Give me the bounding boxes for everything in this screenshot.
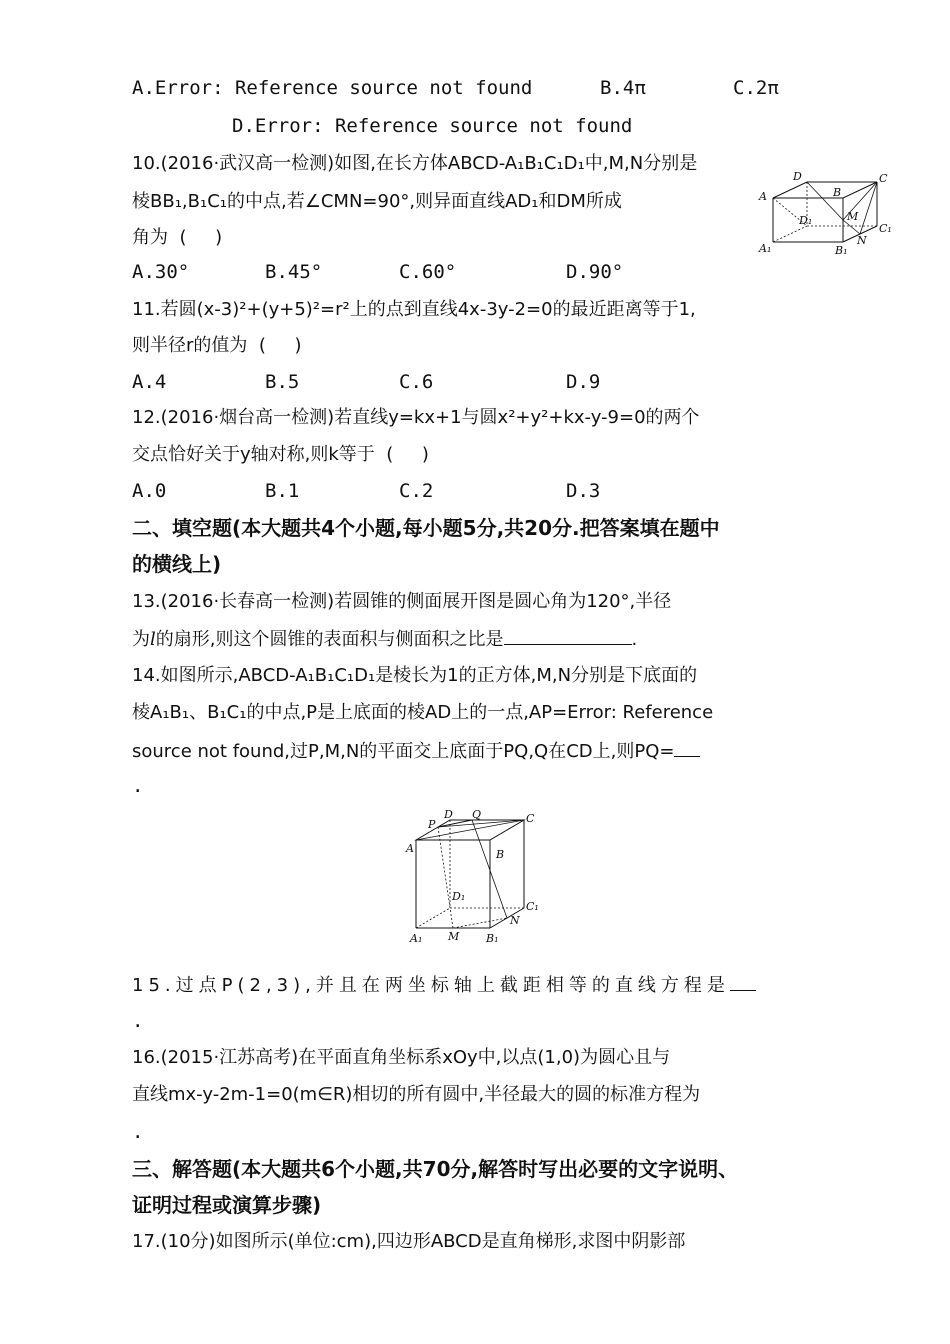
q13-var-l: l [150,629,156,650]
q14-cube-figure [400,808,550,948]
q11-line2: 则半径r的值为 ( ) [132,335,302,356]
q14-label-c: C [526,812,535,825]
q14-line3-text: source not found,过P,M,N的平面交上底面于PQ,Q在CD上,则PQ= [132,741,675,762]
q13-end: . [631,629,638,650]
section2-heading-line2: 的横线上) [132,552,222,576]
q12-option-a: A.0 [132,480,167,502]
q11-option-d: D.9 [566,371,601,393]
q10-cuboid-figure [755,170,895,260]
q14-label-b1: B₁ [486,932,499,945]
q14-label-d: D [444,808,453,821]
q14-line4: . [132,775,144,797]
q16-line3: . [132,1121,144,1143]
q13-line1: 13.(2016·长春高一检测)若圆锥的侧面展开图是圆心角为120°,半径 [132,591,672,612]
q16-line1: 16.(2015·江苏高考)在平面直角坐标系xOy中,以点(1,0)为圆心且与 [132,1047,671,1068]
q14-line3 [132,738,700,764]
q14-label-a: A [406,842,414,855]
section2-heading-line1: 二、填空题(本大题共4个小题,每小题5分,共20分.把答案填在题中 [132,516,720,540]
q9-option-b: B.4π [600,77,646,99]
q12-option-c: C.2 [399,480,434,502]
q11-line1: 11.若圆(x-3)²+(y+5)²=r²上的点到直线4x-3y-2=0的最近距离等于1, [132,299,696,320]
q10-label-c: C [879,172,888,185]
q14-answer-blank[interactable] [674,738,700,757]
q16-line2: 直线mx-y-2m-1=0(m∈R)相切的所有圆中,半径最大的圆的标准方程为 [132,1084,701,1105]
q9-option-d: D.Error: Reference source not found [232,115,633,137]
q10-option-c: C.60° [399,261,457,283]
q9-option-a: A.Error: Reference source not found [132,77,533,99]
section3-heading-line1: 三、解答题(本大题共6个小题,共70分,解答时写出必要的文字说明、 [132,1157,739,1181]
q13-line2 [132,626,637,652]
q10-label-n: N [857,234,867,247]
q10-line1: 10.(2016·武汉高一检测)如图,在长方体ABCD-A₁B₁C₁D₁中,M,N分别是 [132,153,698,174]
q10-label-a1: A₁ [759,242,772,255]
q15-answer-blank[interactable] [730,972,756,991]
q14-label-p: P [428,818,436,831]
q14-label-c1: C₁ [526,900,539,913]
q14-line1: 14.如图所示,ABCD-A₁B₁C₁D₁是棱长为1的正方体,M,N分别是下底面的 [132,665,698,686]
q14-label-n: N [510,914,520,927]
q10-option-d: D.90° [566,261,624,283]
q11-option-b: B.5 [265,371,300,393]
q10-option-b: B.45° [265,261,323,283]
q10-line3: 角为 ( ) [132,227,223,248]
q10-line2: 棱BB₁,B₁C₁的中点,若∠CMN=90°,则异面直线AD₁和DM所成 [132,191,622,212]
q14-label-m: M [448,930,460,943]
q14-label-d1: D₁ [452,890,466,903]
q15-line1 [132,972,756,998]
q10-label-d1: D₁ [799,214,813,227]
section3-heading-line2: 证明过程或演算步骤) [132,1193,322,1217]
q10-label-c1: C₁ [879,222,892,235]
q9-option-c: C.2π [733,77,779,99]
q10-label-d: D [793,170,802,183]
q14-line2: 棱A₁B₁、B₁C₁的中点,P是上底面的棱AD上的一点,AP=Error: Reference [132,702,714,723]
q11-option-c: C.6 [399,371,434,393]
q13-text-a: 为 [132,629,150,650]
q13-answer-blank[interactable] [504,626,632,645]
q13-text-b: 的扇形,则这个圆锥的表面积与侧面积之比是 [155,629,504,650]
q15-line2: . [132,1010,144,1032]
q12-line2: 交点恰好关于y轴对称,则k等于 ( ) [132,444,429,465]
q10-option-a: A.30° [132,261,190,283]
q12-option-b: B.1 [265,480,300,502]
q14-label-q: Q [472,808,482,821]
q12-option-d: D.3 [566,480,601,502]
q17-line1: 17.(10分)如图所示(单位:cm),四边形ABCD是直角梯形,求图中阴影部 [132,1231,686,1252]
q10-label-a: A [759,190,767,203]
q12-line1: 12.(2016·烟台高一检测)若直线y=kx+1与圆x²+y²+kx-y-9=0的两个 [132,407,700,428]
q11-option-a: A.4 [132,371,167,393]
q15-line1-text: 15.过点P(2,3),并且在两坐标轴上截距相等的直线方程是 [132,975,730,996]
q10-label-b: B [833,186,842,199]
q10-label-m: M [847,210,859,223]
q14-label-a1: A₁ [410,932,423,945]
q14-label-b: B [496,848,505,861]
q10-label-b1: B₁ [835,244,848,257]
